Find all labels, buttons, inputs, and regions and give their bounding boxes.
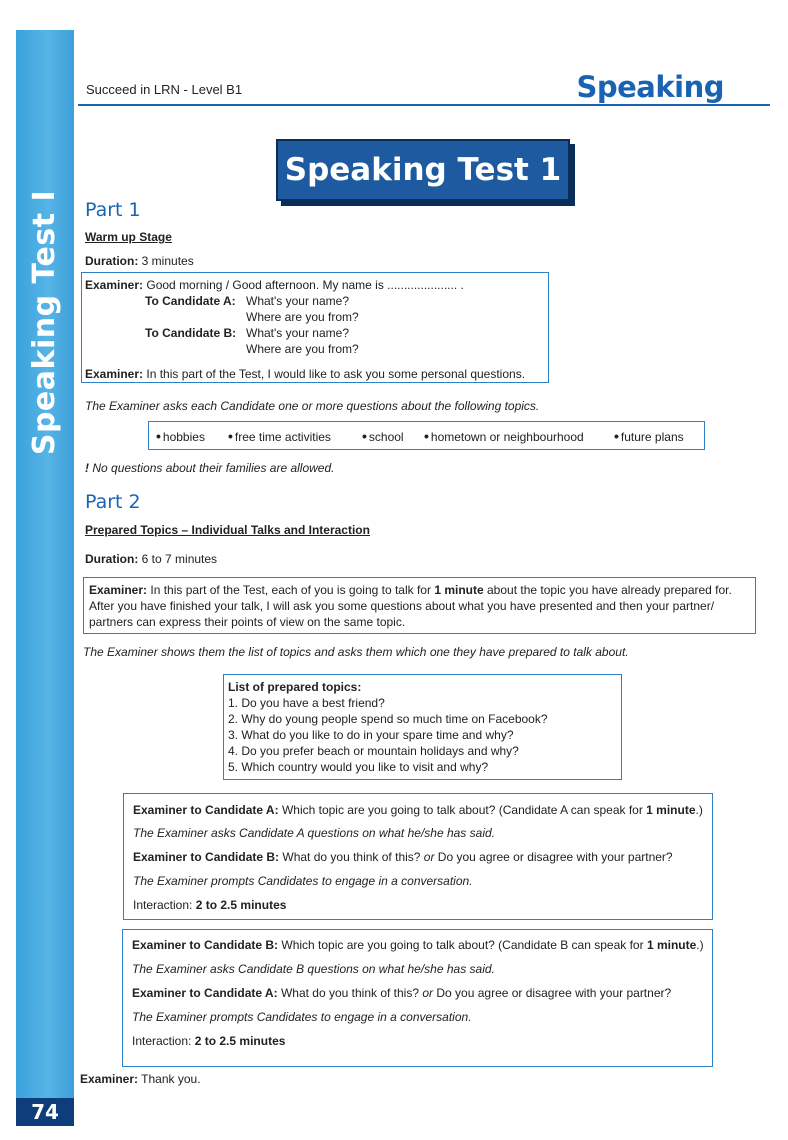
list-item: 3. What do you like to do in your spare time and why? <box>228 728 514 742</box>
duration-label: Duration: <box>85 254 139 268</box>
examiner-label: Examiner: <box>85 367 144 381</box>
box-a-interaction: Interaction: 2 to 2.5 minutes <box>133 898 287 912</box>
page-number: 74 <box>16 1098 74 1126</box>
examiner-intro <box>85 367 525 381</box>
note-mark: ! <box>85 461 89 475</box>
part2-stage: Prepared Topics – Individual Talks and Interaction <box>85 523 370 537</box>
box-a-note-1: The Examiner asks Candidate A questions on what he/she has said. <box>133 826 495 840</box>
running-head: Succeed in LRN - Level B1 <box>86 82 243 97</box>
note-text: No questions about their families are allowed. <box>92 461 335 475</box>
part1-heading: Part 1 <box>85 199 141 221</box>
closing-line: Examiner: Thank you. <box>80 1072 201 1086</box>
topics-box <box>148 421 705 450</box>
duration-value: 6 to 7 minutes <box>141 552 218 566</box>
candidate-b-box <box>122 929 713 1067</box>
part2-duration <box>85 552 217 566</box>
examiner-line: In this part of the Test, I would like to ask you some personal questions. <box>146 367 526 381</box>
duration-value: 3 minutes <box>141 254 194 268</box>
cand-a-label: To Candidate A: <box>145 294 236 308</box>
cand-a-q1: What's your name? <box>246 294 350 308</box>
part1-duration <box>85 254 194 268</box>
duration-label: Duration: <box>85 552 139 566</box>
examiner-greeting <box>85 278 464 292</box>
intro-line-1: Examiner: In this part of the Test, each of you is going to talk for 1 minute about the topic you have already prepared for. <box>89 583 732 597</box>
topic-item: • future plans <box>614 428 684 444</box>
part2-intro-box <box>83 577 756 634</box>
page-title-banner <box>276 139 570 201</box>
box-a-line-1: Examiner to Candidate A: Which topic are you going to talk about? (Candidate A can speak for 1 minute.) <box>133 803 703 817</box>
topic-item: • school <box>362 428 404 444</box>
part2-heading: Part 2 <box>85 491 141 513</box>
list-item: 2. Why do young people spend so much time on Facebook? <box>228 712 548 726</box>
cand-b-q1: What's your name? <box>246 326 350 340</box>
examiner-line: Good morning / Good afternoon. My name is ..................... . <box>146 278 464 292</box>
part2-instruction: The Examiner shows them the list of topics and asks them which one they have prepared to talk about. <box>83 645 629 659</box>
topic-item: • hobbies <box>156 428 205 444</box>
box-b-interaction: Interaction: 2 to 2.5 minutes <box>132 1034 286 1048</box>
box-b-note-1: The Examiner asks Candidate B questions on what he/she has said. <box>132 962 495 976</box>
box-a-line-2: Examiner to Candidate B: What do you think of this? or Do you agree or disagree with your partner? <box>133 850 673 864</box>
intro-line-2: After you have finished your talk, I will ask you some questions about what you have presented and then your partner/ <box>89 599 715 613</box>
list-item: 5. Which country would you like to visit and why? <box>228 760 489 774</box>
page-title: Speaking Test 1 <box>284 152 562 188</box>
list-item: 1. Do you have a best friend? <box>228 696 385 710</box>
part1-stage: Warm up Stage <box>85 230 172 244</box>
intro-line-3: partners can express their points of view on the same topic. <box>89 615 406 629</box>
box-b-line-1: Examiner to Candidate B: Which topic are you going to talk about? (Candidate B can speak for 1 minute.) <box>132 938 704 952</box>
box-a-note-2: The Examiner prompts Candidates to engage in a conversation. <box>133 874 473 888</box>
header-rule <box>78 104 770 106</box>
list-item: 4. Do you prefer beach or mountain holidays and why? <box>228 744 519 758</box>
topic-item: • hometown or neighbourhood <box>424 428 584 444</box>
prepared-topics-box <box>223 674 622 780</box>
part1-note <box>85 461 334 475</box>
cand-b-label: To Candidate B: <box>145 326 237 340</box>
sidebar-label <box>16 189 74 456</box>
candidate-a-box <box>123 793 713 920</box>
warmup-dialog-box <box>81 272 549 383</box>
part1-instruction: The Examiner asks each Candidate one or more questions about the following topics. <box>85 399 540 413</box>
examiner-label: Examiner: <box>85 278 144 292</box>
sidebar-label-text: Speaking Test I <box>27 189 63 456</box>
box-b-line-2: Examiner to Candidate A: What do you think of this? or Do you agree or disagree with your partner? <box>132 986 672 1000</box>
section-title: Speaking <box>576 70 724 104</box>
cand-b-q2: Where are you from? <box>246 342 359 356</box>
list-title: List of prepared topics: <box>228 680 362 694</box>
box-b-note-2: The Examiner prompts Candidates to engage in a conversation. <box>132 1010 472 1024</box>
topic-item: • free time activities <box>228 428 331 444</box>
cand-a-q2: Where are you from? <box>246 310 359 324</box>
